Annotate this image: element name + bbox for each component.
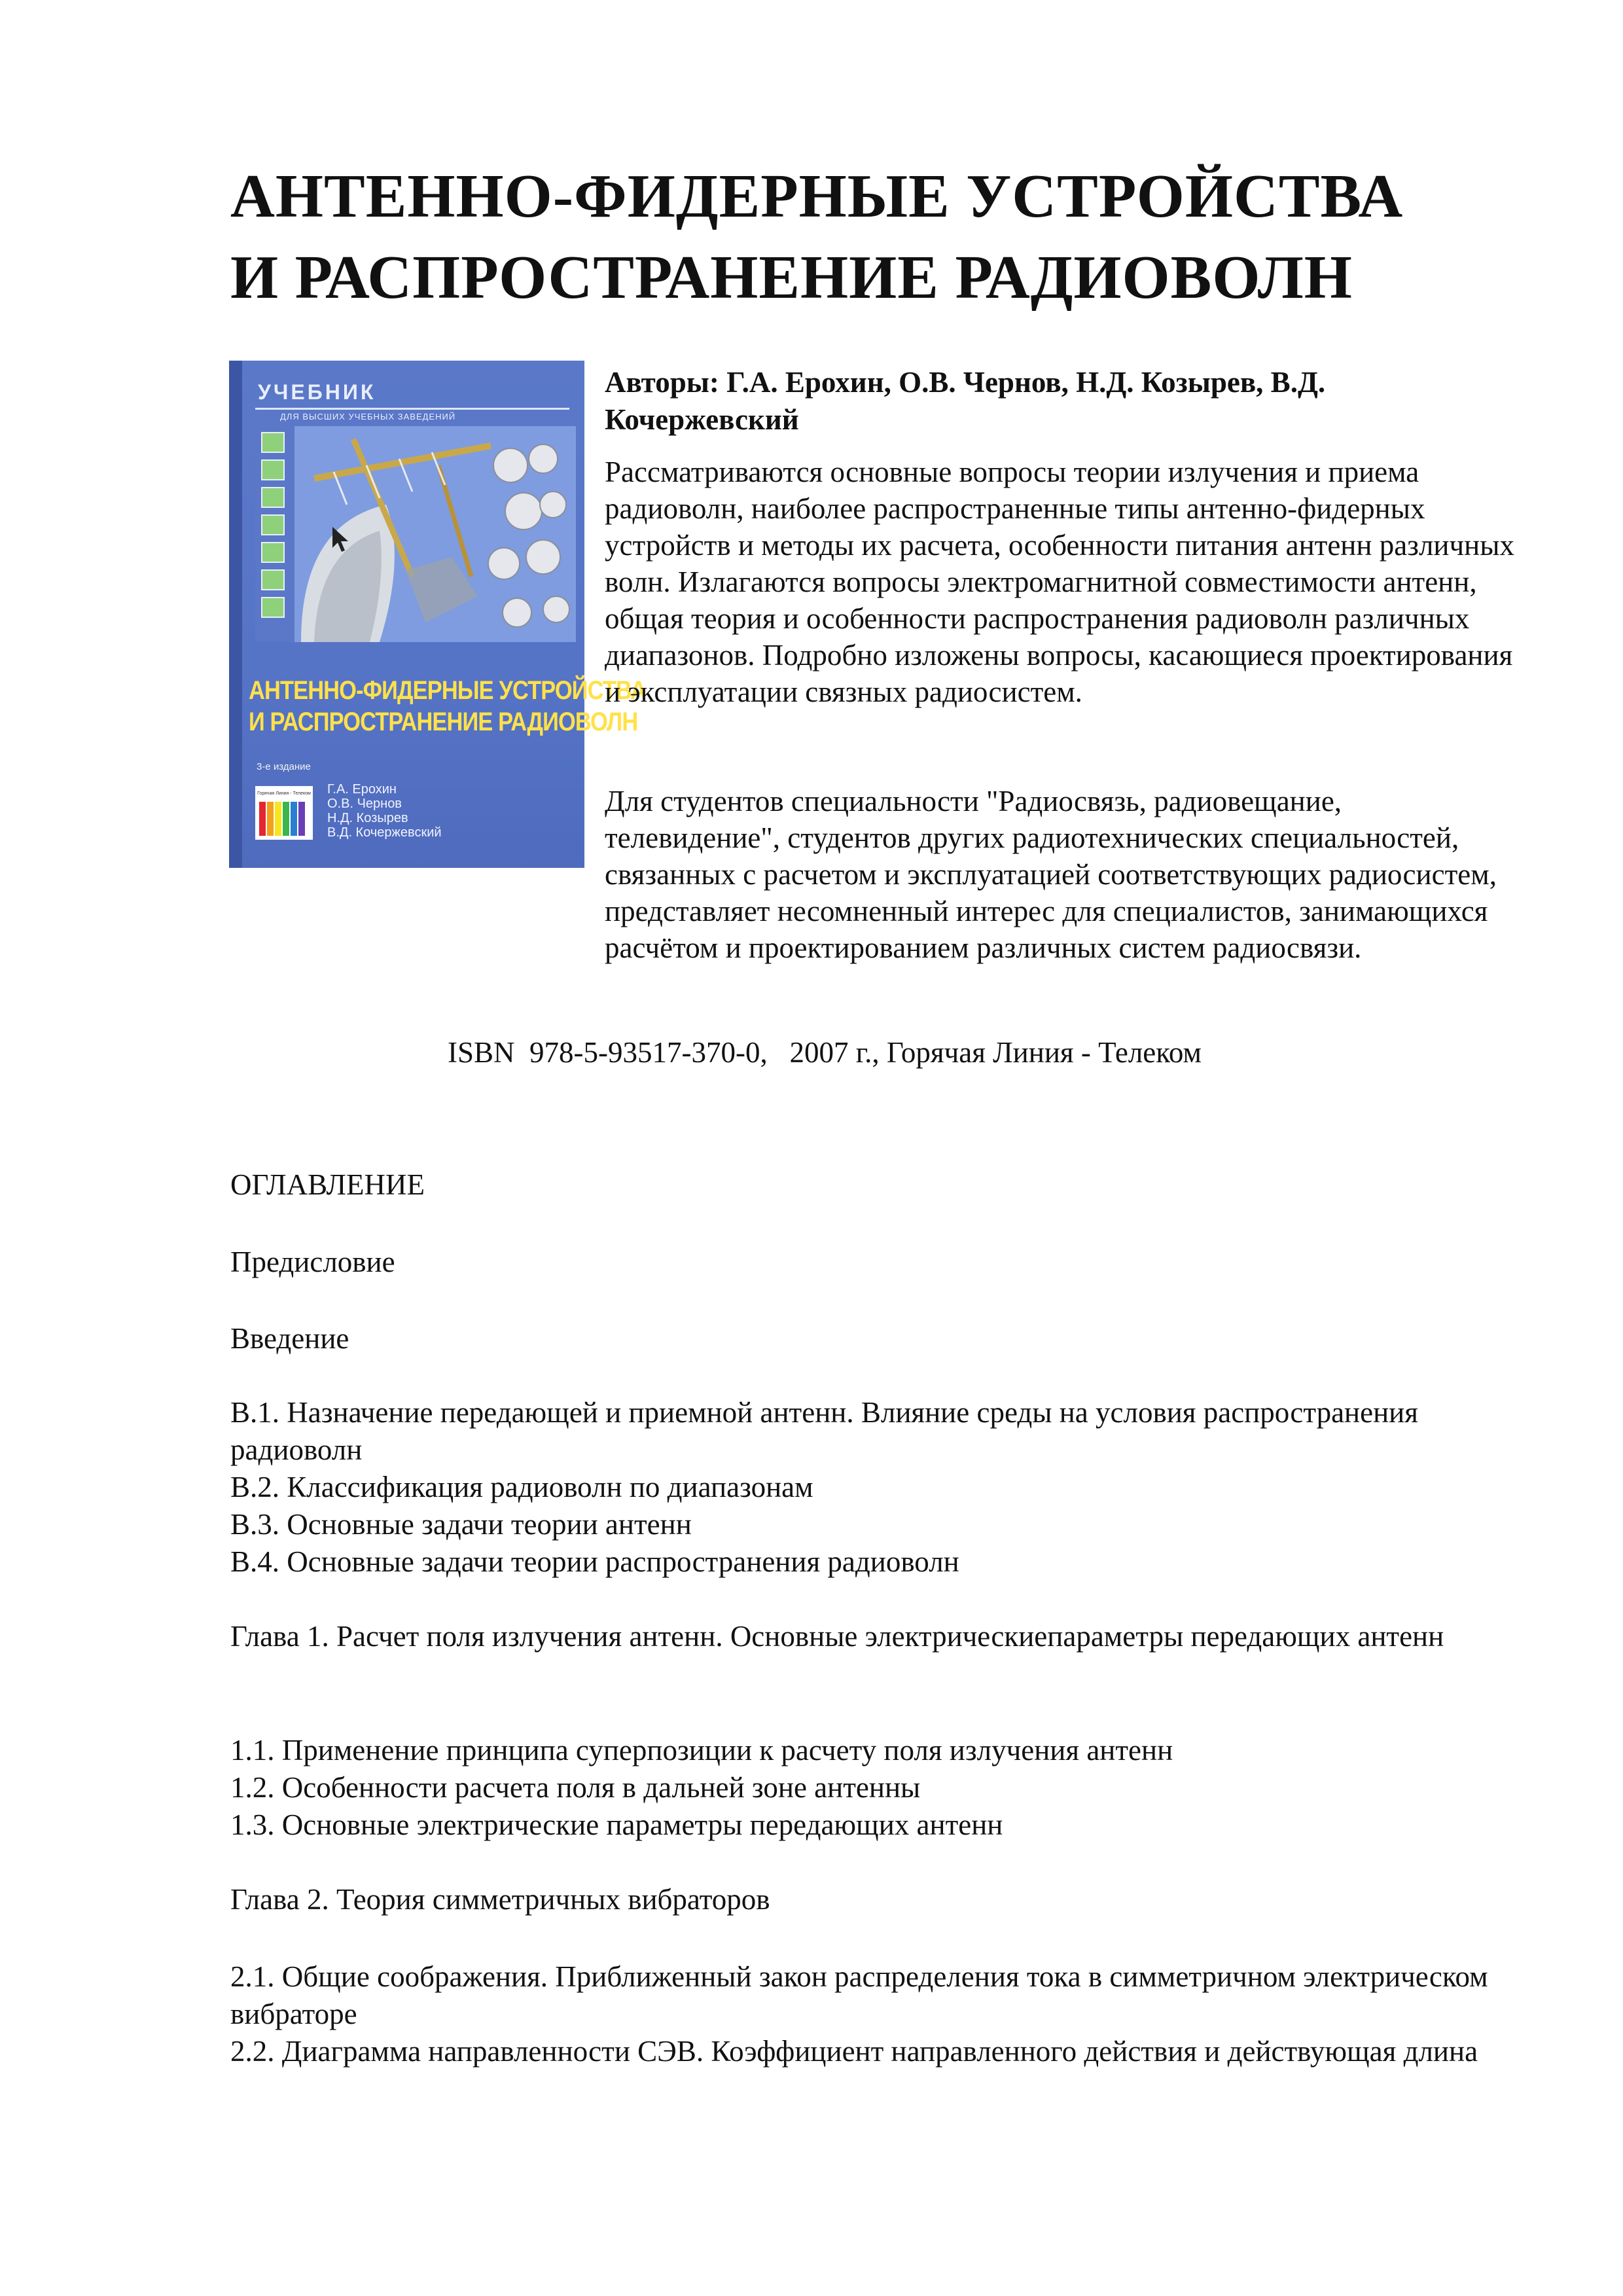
cover-title — [249, 675, 647, 738]
cover-series-subtitle: ДЛЯ ВЫСШИХ УЧЕБНЫХ ЗАВЕДЕНИЙ — [280, 412, 456, 422]
toc-preface: Предисловие — [230, 1246, 395, 1278]
book-cover — [229, 361, 647, 868]
cover-edition: 3-е издание — [257, 761, 311, 772]
audience-paragraph: Для студентов специальности "Радиосвязь, радиовещание, телевидение", студентов других радиотехнических специальностей, связанных с расчетом и эксплуатацией соответствующих радиосистем, представляет несомненный интерес для специалистов, занимающихся расчётом и проектированием различных систем радиосвязи. — [605, 785, 1497, 964]
isbn-line: ISBN 978-5-93517-370-0, 2007 г., Горячая Линия - Телеком — [448, 1036, 1202, 1069]
toc-item: В.3. Основные задачи теории антенн — [230, 1508, 692, 1541]
toc-item: 2.1. Общие соображения. Приближенный закон распределения тока в симметричном электрическом вибраторе — [230, 1960, 1488, 2030]
cover-spine-strip — [229, 361, 242, 868]
cover-series-label: УЧЕБНИК — [258, 380, 376, 404]
cover-title-line-1: АНТЕННО-ФИДЕРНЫЕ УСТРОЙСТВА — [249, 676, 647, 705]
page-title-line-1: АНТЕННО-ФИДЕРНЫЕ УСТРОЙСТВА — [230, 162, 1404, 230]
toc-item: 1.2. Особенности расчета поля в дальней зоне антенны — [230, 1771, 921, 1804]
page-title — [230, 156, 1507, 318]
cover-authors — [327, 782, 442, 840]
book-description: Рассматриваются основные вопросы теории излучения и приема радиоволн, наиболее распространенные типы антенно-фидерных устройств и методы их расчета, особенности питания антенн различных волн. Излагаются вопросы электромагнитной совместимости антенн, общая теория и особенности распространения радиоволн различных диапазонов. Подробно изложены вопросы, касающиеся проектирования и эксплуатации связных радиосистем. — [605, 456, 1514, 708]
toc-chapter-1: Глава 1. Расчет поля излучения антенн. Основные электрическиепараметры передающих антенн — [230, 1620, 1444, 1653]
toc-item: В.4. Основные задачи теории распространения радиоволн — [230, 1545, 959, 1578]
cover-rule — [255, 408, 569, 410]
toc-chapter-2: Глава 2. Теория симметричных вибраторов — [230, 1883, 770, 1916]
toc-heading: ОГЛАВЛЕНИЕ — [230, 1168, 425, 1201]
toc-item: В.2. Классификация радиоволн по диапазонам — [230, 1471, 813, 1503]
toc-item: В.1. Назначение передающей и приемной антенн. Влияние среды на условия распространения радиоволн — [230, 1396, 1418, 1466]
toc-item: 1.1. Применение принципа суперпозиции к расчету поля излучения антенн — [230, 1734, 1173, 1767]
toc-item: 1.3. Основные электрические параметры передающих антенн — [230, 1808, 1003, 1841]
cover-antenna-photo — [255, 426, 576, 642]
cover-author: Г.А. Ерохин — [327, 782, 397, 797]
page-title-line-2: И РАСПРОСТРАНЕНИЕ РАДИОВОЛН — [230, 243, 1353, 312]
cover-author: В.Д. Кочержевский — [327, 825, 442, 840]
toc-intro: Введение — [230, 1322, 349, 1355]
cover-author: Н.Д. Козырев — [327, 811, 408, 825]
authors-line: Авторы: Г.А. Ерохин, О.В. Чернов, Н.Д. Козырев, В.Д. Кочержевский — [605, 366, 1326, 436]
toc-item: 2.2. Диаграмма направленности СЭВ. Коэффициент направленного действия и действующая длина — [230, 2035, 1478, 2068]
cover-title-line-2: И РАСПРОСТРАНЕНИЕ РАДИОВОЛН — [249, 708, 638, 736]
publisher-logo-text: Горячая Линия - Телеком — [257, 791, 311, 796]
cover-author: О.В. Чернов — [327, 797, 402, 811]
publisher-logo-icon — [255, 786, 313, 840]
